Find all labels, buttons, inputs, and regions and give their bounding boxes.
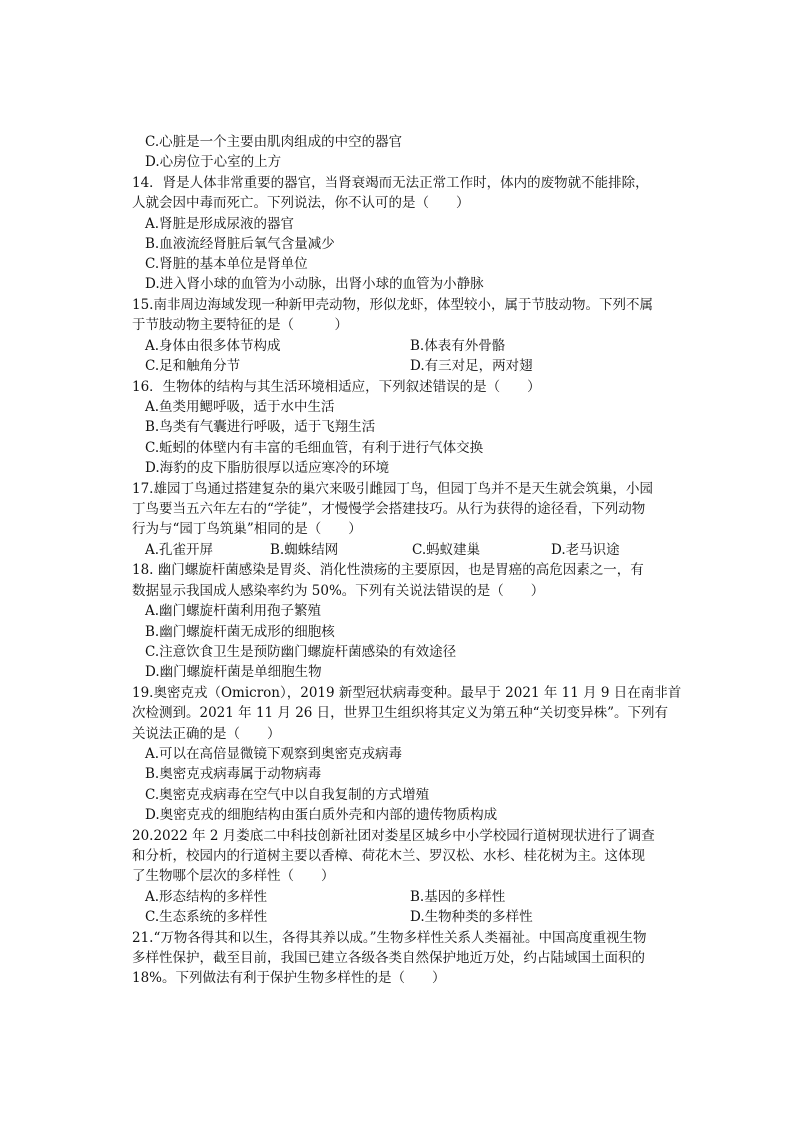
q14-stem-line-1: 14．肾是人体非常重要的器官，当肾衰竭而无法正常工作时，体内的废物就不能排除，	[132, 175, 649, 191]
q15-stem-line-1: 15.南非周边海域发现一种新甲壳动物，形似龙虾，体型较小，属于节肢动物。下列不属	[132, 297, 653, 313]
q17-option-a: A.孔雀开屏	[145, 542, 214, 558]
q19-stem-line-1: 19.奥密克戎（Omicron），2019 新型冠状病毒变种。最早于 2021 年 11 月 9 日在南非首	[132, 685, 682, 701]
q16-option-c: C.蚯蚓的体壁内有丰富的毛细血管，有利于进行气体交换	[145, 440, 484, 456]
q17-stem-line-2: 丁鸟要当五六年左右的“学徒”，才慢慢学会搭建技巧。从行为获得的途径看，下列动物	[132, 501, 646, 517]
q15-option-b: B.体表有外骨骼	[410, 338, 506, 354]
q15-option-d: D.有三对足，两对翅	[410, 358, 533, 374]
q18-stem-line-1: 18. 幽门螺旋杆菌感染是胃炎、消化性溃疡的主要原因，也是胃癌的高危因素之一，有	[132, 562, 644, 578]
q14-option-b: B.血液流经肾脏后氧气含量减少	[145, 236, 335, 252]
q18-option-a: A.幽门螺旋杆菌利用孢子繁殖	[145, 603, 322, 619]
q21-stem-line-3: 18%。下列做法有利于保护生物多样性的是（ ）	[132, 970, 446, 986]
q19-option-c: C.奥密克戎病毒在空气中以自我复制的方式增殖	[145, 787, 430, 803]
q15-stem-line-2: 于节肢动物主要特征的是（ ）	[132, 317, 348, 333]
q15-option-c: C.足和触角分节	[145, 358, 241, 374]
q15-option-a: A.身体由很多体节构成	[145, 338, 281, 354]
q19-option-b: B.奥密克戎病毒属于动物病毒	[145, 766, 322, 782]
q19-stem-line-2: 次检测到。2021 年 11 月 26 日，世界卫生组织将其定义为第五种“关切变异株”。下列有	[132, 705, 668, 721]
q20-option-c: C.生态系统的多样性	[145, 909, 268, 925]
q17-stem-line-1: 17.雄园丁鸟通过搭建复杂的巢穴来吸引雌园丁鸟，但园丁鸟并不是天生就会筑巢，小园	[132, 481, 653, 497]
q17-stem-line-3: 行为与“园丁鸟筑巢”相同的是（ ）	[132, 521, 362, 537]
q18-stem-line-2: 数据显示我国成人感染率约为 50%。下列有关说法错误的是（ ）	[132, 583, 545, 599]
q16-option-a: A.鱼类用鳃呼吸，适于水中生活	[145, 399, 335, 415]
q20-option-a: A.形态结构的多样性	[145, 889, 268, 905]
q21-stem-line-1: 21.“万物各得其和以生，各得其养以成。”生物多样性关系人类福祉。中国高度重视生物	[132, 930, 647, 946]
q20-stem-line-3: 了生物哪个层次的多样性（ ）	[132, 868, 335, 884]
q19-stem-line-3: 关说法正确的是（ ）	[132, 726, 281, 742]
q17-option-c: C.蚂蚁建巢	[412, 542, 481, 558]
q21-stem-line-2: 多样性保护，截至目前，我国已建立各级各类自然保护地近万处，约占陆域国土面积的	[132, 950, 645, 966]
q14-option-d: D.进入肾小球的血管为小动脉，出肾小球的血管为小静脉	[145, 276, 484, 292]
q20-option-b: B.基因的多样性	[410, 889, 506, 905]
q19-option-d: D.奥密克戎的细胞结构由蛋白质外壳和内部的遗传物质构成	[145, 807, 498, 823]
q18-option-c: C.注意饮食卫生是预防幽门螺旋杆菌感染的有效途径	[145, 644, 457, 660]
q19-option-a: A.可以在高倍显微镜下观察到奥密克戎病毒	[145, 746, 403, 762]
q18-option-d: D.幽门螺旋杆菌是单细胞生物	[145, 664, 322, 680]
q20-stem-line-2: 和分析，校园内的行道树主要以香樟、荷花木兰、罗汉松、水杉、桂花树为主。这体现	[132, 848, 645, 864]
q17-option-d: D.老马识途	[551, 542, 620, 558]
q20-option-d: D.生物种类的多样性	[410, 909, 533, 925]
q14-stem-line-2: 人就会因中毒而死亡。下列说法，你不认可的是（ ）	[132, 195, 470, 211]
q14-option-c: C.肾脏的基本单位是肾单位	[145, 256, 308, 272]
q13-option-d: D.心房位于心室的上方	[145, 154, 282, 170]
q16-option-b: B.鸟类有气囊进行呼吸，适于飞翔生活	[145, 419, 376, 435]
q16-option-d: D.海豹的皮下脂肪很厚以适应寒冷的环境	[145, 460, 390, 476]
q14-option-a: A.肾脏是形成尿液的器官	[145, 216, 295, 232]
q17-option-b: B.蜘蛛结网	[270, 542, 339, 558]
q18-option-b: B.幽门螺旋杆菌无成形的细胞核	[145, 624, 335, 640]
q20-stem-line-1: 20.2022 年 2 月娄底二中科技创新社团对娄星区城乡中小学校园行道树现状进行了调查	[132, 828, 655, 844]
q16-stem: 16．生物体的结构与其生活环境相适应，下列叙述错误的是（ ）	[132, 379, 541, 395]
q13-option-c: C.心脏是一个主要由肌肉组成的中空的器官	[145, 134, 403, 150]
